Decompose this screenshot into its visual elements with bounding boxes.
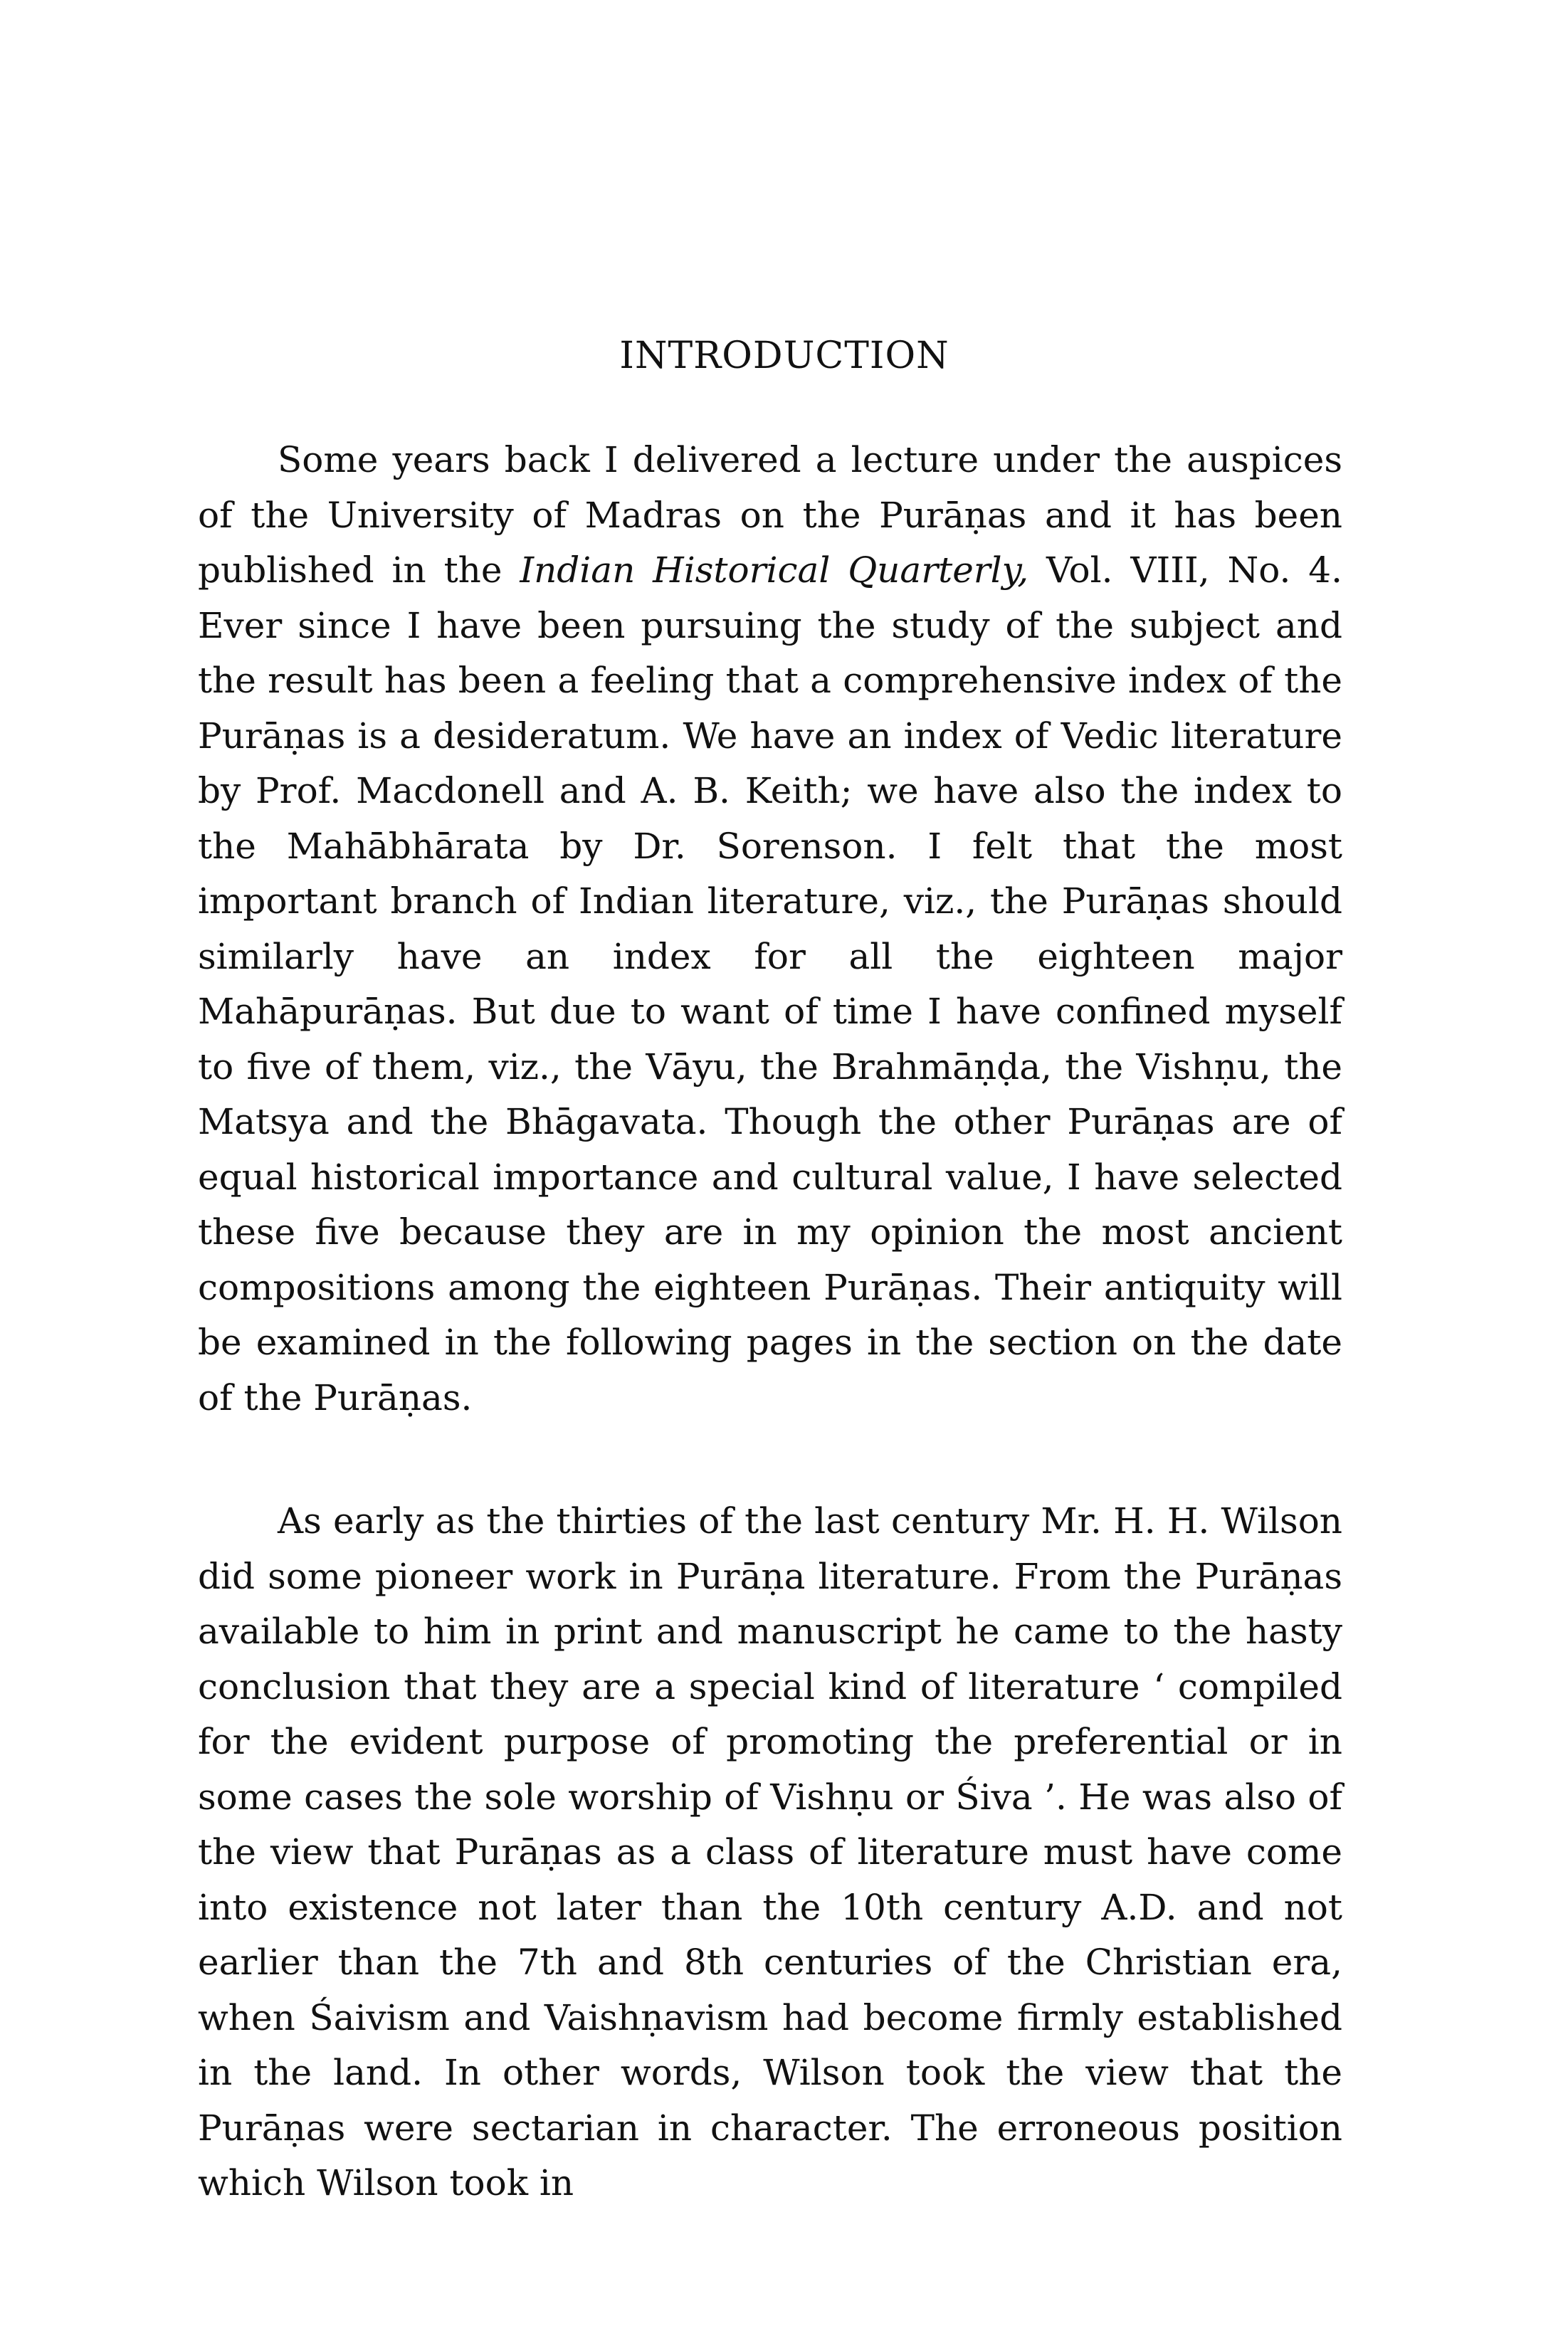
paragraph-2 xyxy=(198,1494,1342,2211)
paragraph-2-text: As early as the thirties of the last century Mr. H. H. Wilson did some pioneer work in Purāṇa literature. From the Purāṇas available to him in print and manuscript he came to the hasty conclusion that they are a special kind of literature ‘ compiled for the evident purpose of promoting the preferential or in some cases the sole worship of Vishṇu or Śiva ’. He was also of the view that Purāṇas as a class of literature must have come into existence not later than the 10th century A.D. and not earlier than the 7th and 8th centuries of the Christian era, when Śaivism and Vaishṇavism had become firmly established in the land. In other words, Wilson took the view that the Purāṇas were sectarian in character. The erroneous position which Wilson took in xyxy=(198,1500,1342,2204)
text-column xyxy=(198,335,1342,2211)
journal-title: Indian Historical Quarterly, xyxy=(520,549,1029,591)
paragraph-1-text-end: Vol. VIII, No. 4. Ever since I have been pursuing the study of the subject and the result has been a feeling that a comprehensive index of the Purāṇas is a desideratum. We have an index of Vedic literature by Prof. Macdonell and A. B. Keith; we have also the index to the Mahābhārata by Dr. Sorenson. I felt that the most important branch of Indian literature, viz., the Purāṇas should similarly have an index for all the eighteen major Mahāpurāṇas. But due to want of time I have confined myself to five of them, viz., the Vāyu, the Brahmāṇḍa, the Vishṇu, the Matsya and the Bhāgavata. Though the other Purāṇas are of equal historical importance and cultural value, I have selected these five because they are in my opinion the most ancient compositions among the eighteen Purāṇas. Their antiquity will be examined in the following pages in the section on the date of the Purāṇas. xyxy=(198,549,1342,1418)
section-heading: INTRODUCTION xyxy=(619,335,949,377)
paragraph-1-text-start: Some years back I delivered a lecture under the auspices of the University of Madras on the Purāṇas and it has been published in the xyxy=(198,439,1342,591)
paragraph-1 xyxy=(198,433,1342,1426)
